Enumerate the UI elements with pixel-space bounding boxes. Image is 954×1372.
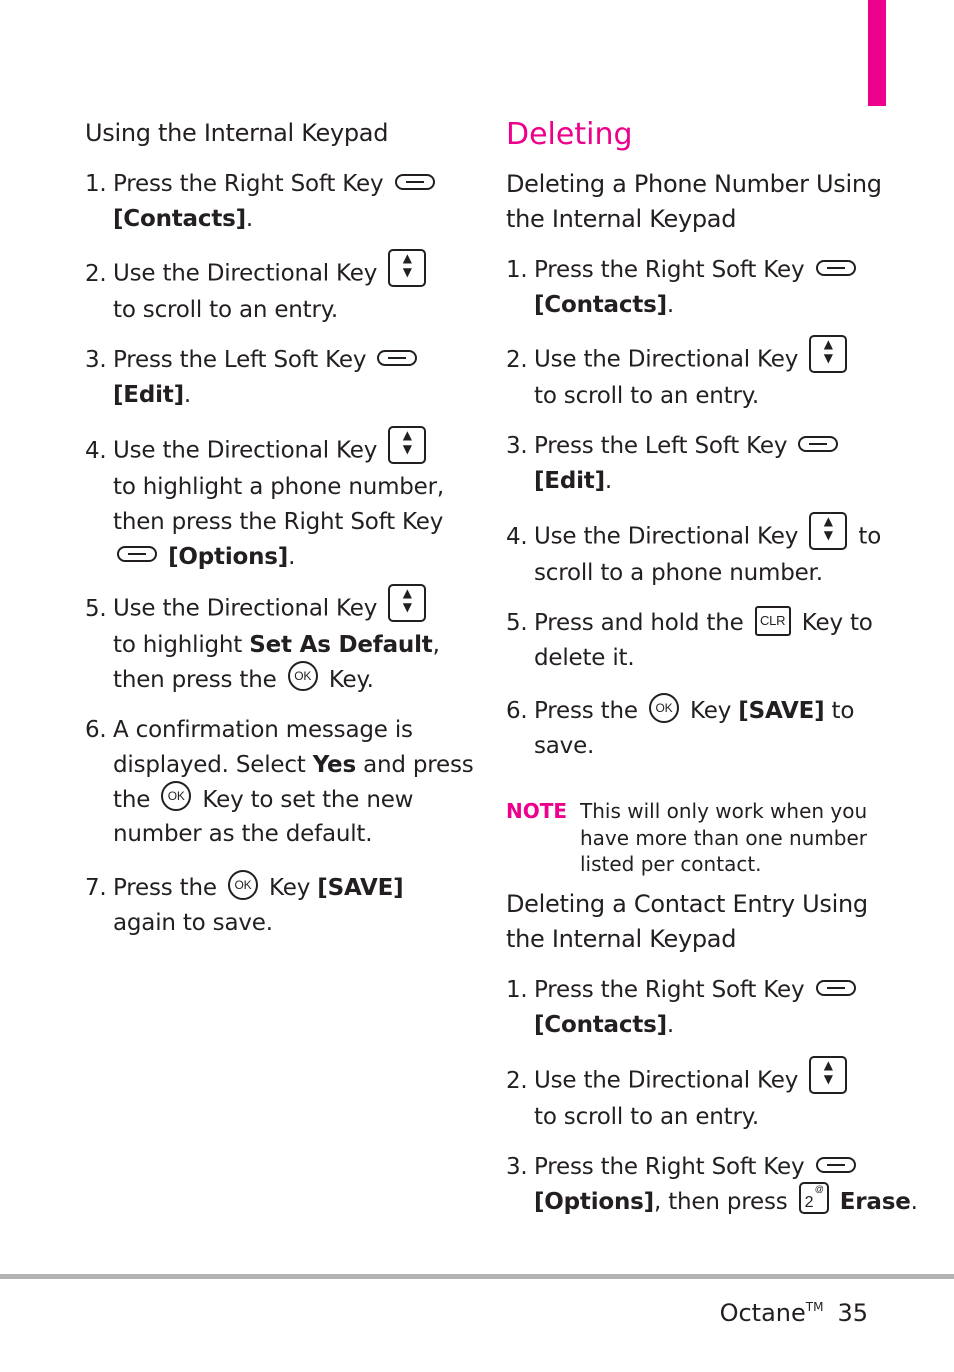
directional-key-icon: ▲ ▼ bbox=[388, 249, 426, 287]
directional-key-icon: ▲ ▼ bbox=[809, 512, 847, 550]
number-two-key-icon: @ 2 bbox=[799, 1182, 829, 1214]
right-soft-key-icon bbox=[395, 174, 435, 190]
step-3: 3. Press the Left Soft Key [Edit]. bbox=[506, 429, 842, 499]
subheading-phone-number: Deleting a Phone Number Using the Internal Keypad bbox=[506, 170, 882, 233]
page-footer bbox=[720, 1287, 868, 1333]
step-4: 4. Use the Directional Key ▲ ▼ to highlight a phone number, then press the Right Soft Key [Options]. bbox=[85, 428, 444, 570]
section-title: Deleting bbox=[506, 117, 633, 152]
page-number: 35 bbox=[837, 1299, 868, 1327]
directional-key-icon: ▲ ▼ bbox=[809, 335, 847, 373]
ok-key-icon: OK bbox=[161, 781, 191, 811]
subheading-contact-entry: Deleting a Contact Entry Using the Internal Keypad bbox=[506, 890, 868, 953]
step-2: 2. Use the Directional Key ▲ ▼ to scroll to an entry. bbox=[506, 1062, 851, 1135]
section-tab-marker bbox=[868, 0, 886, 106]
step-7: 7. Press the OK Key [SAVE] again to save. bbox=[85, 871, 403, 941]
clear-key-icon: CLR bbox=[755, 606, 791, 636]
section-heading: Using the Internal Keypad bbox=[85, 119, 389, 147]
note-text: This will only work when you have more than one number listed per contact. bbox=[580, 799, 868, 876]
right-soft-key-icon bbox=[117, 546, 157, 562]
step-1: 1. Press the Right Soft Key [Contacts]. bbox=[506, 253, 860, 323]
directional-key-icon: ▲ ▼ bbox=[809, 1056, 847, 1094]
step-6: 6. A confirmation message is displayed. Select Yes and press the OK Key to set the new number as the default. bbox=[85, 717, 474, 848]
footer-rule bbox=[0, 1274, 954, 1279]
left-soft-key-icon bbox=[377, 350, 417, 366]
step-1: 1. Press the Right Soft Key [Contacts]. bbox=[506, 973, 860, 1043]
trademark: TM bbox=[805, 1300, 824, 1314]
step-5: 5. Use the Directional Key ▲ ▼ to highlight Set As Default, then press the OK Key. bbox=[85, 586, 440, 693]
directional-key-icon: ▲ ▼ bbox=[388, 426, 426, 464]
ok-key-icon: OK bbox=[228, 870, 258, 900]
step-4: 4. Use the Directional Key ▲ ▼ to scroll to a phone number. bbox=[506, 514, 882, 586]
note-label: NOTE bbox=[506, 799, 568, 823]
step-3: 3. Press the Right Soft Key [Options], then press @ 2 Erase. bbox=[506, 1154, 918, 1215]
step-6: 6. Press the OK Key [SAVE] to save. bbox=[506, 694, 854, 764]
brand-name: Octane bbox=[719, 1299, 806, 1327]
step-3: 3. Press the Left Soft Key [Edit]. bbox=[85, 343, 421, 413]
ok-key-icon: OK bbox=[649, 693, 679, 723]
ok-key-icon: OK bbox=[288, 661, 318, 691]
right-soft-key-icon bbox=[816, 1157, 856, 1173]
step-2: 2. Use the Directional Key ▲ ▼ to scroll to an entry. bbox=[506, 341, 851, 414]
right-soft-key-icon bbox=[816, 260, 856, 276]
step-1: 1. Press the Right Soft Key [Contacts]. bbox=[85, 167, 439, 237]
step-2: 2. Use the Directional Key ▲ ▼ to scroll to an entry. bbox=[85, 255, 430, 328]
right-soft-key-icon bbox=[816, 980, 856, 996]
step-5: 5. Press and hold the CLR Key to delete it. bbox=[506, 606, 873, 676]
directional-key-icon: ▲ ▼ bbox=[388, 584, 426, 622]
left-soft-key-icon bbox=[798, 436, 838, 452]
